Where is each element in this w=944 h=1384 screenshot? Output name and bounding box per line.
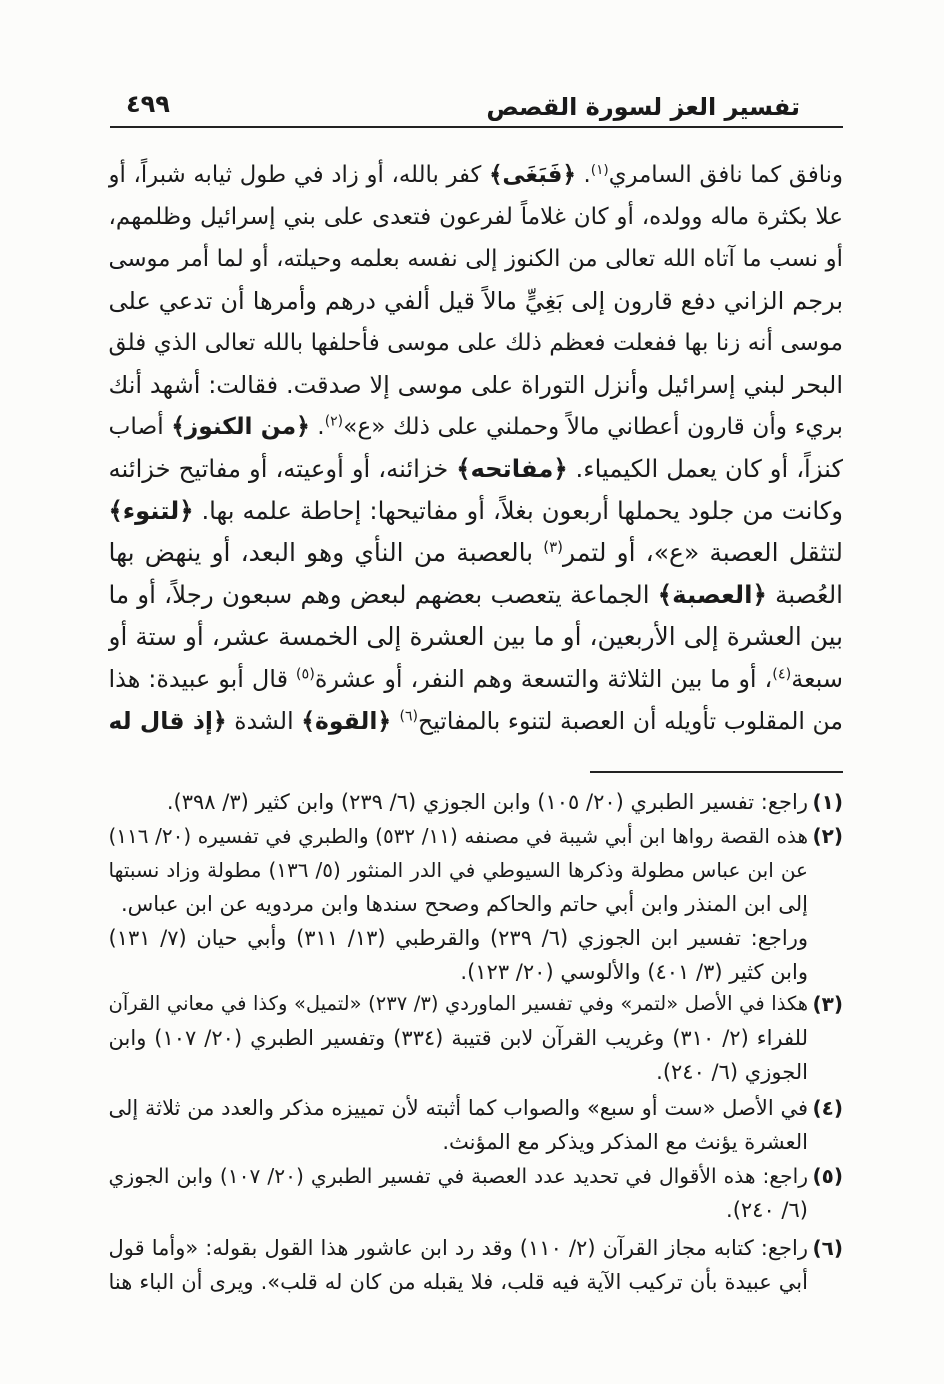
line-content [108, 580, 843, 609]
text-run: علا بكثرة ماله وولده، أو كان غلاماً لفرعون فتعدى على بني إسرائيل وظلمهم، [108, 204, 843, 230]
footnote-text [108, 1159, 808, 1227]
line-content [109, 246, 844, 272]
footnote-line [108, 785, 808, 819]
text-line [108, 280, 843, 322]
footnote-line-content: راجع: تفسير الطبري (٢٠/ ١٠٥) وابن الجوزي (٦/ ٢٣٩) وابن كثير (٣/ ٣٩٨). [166, 790, 808, 814]
text-run: كنزاً، أو كان يعمل الكيمياء. [567, 454, 843, 483]
line-content [109, 622, 844, 651]
text-run: بالعصبة من النأي وهو البعد، أو ينهض بها [108, 538, 544, 567]
text-run: خزائنه، أو أوعيته، أو مفاتيح خزائنه [108, 454, 457, 483]
text-line [108, 532, 843, 574]
text-run: كفر بالله، أو زاد في طول ثيابه شبراً، أو [108, 162, 490, 188]
footnote-ref: (٤) [772, 666, 792, 683]
text-run: العُصبة [766, 580, 843, 609]
quran-term: ﴿من الكنوز﴾ [171, 413, 310, 440]
text-run: موسى أنه زنا بها ففعلت فعظم ذلك على موسى فأحلفها بالله تعالى الذي فلق [108, 330, 843, 356]
footnote-line-content: راجع: هذه الأقوال في تحديد عدد العصبة في تفسير الطبري (٢٠/ ١٠٧) وابن الجوزي [108, 1164, 808, 1188]
quran-term: ﴿إذ قال له [108, 707, 227, 735]
footnote-line [108, 1265, 808, 1299]
text-line [108, 238, 843, 280]
line-content [109, 538, 844, 567]
footnote-line-content: (٦/ ٢٤٠). [726, 1198, 808, 1222]
footnote-ref: (٦) [399, 708, 419, 725]
line-content [109, 371, 844, 399]
text-run: بريء وأن قارون أعطاني مالاً وحملني على ذلك «ع» [343, 413, 843, 440]
line-content [108, 162, 843, 188]
text-run: لتثقل العصبة «ع»، أو لتمر [563, 538, 843, 567]
footnote-number: (٥) [812, 1164, 843, 1188]
text-run: سبعة [791, 665, 843, 693]
footnote-text [108, 987, 808, 1089]
text-line [108, 574, 843, 616]
quran-term: ﴿لتنوء﴾ [108, 496, 194, 525]
footnote-line-content: العشرة يؤنث مع المذكر ويذكر مع المؤنث. [442, 1130, 808, 1154]
footnote-text [108, 1231, 808, 1299]
header-rule [110, 126, 843, 128]
footnote-line-content: هكذا في الأصل «لتمر» وفي تفسير الماوردي (٣/ ٢٣٧) «لتميل» وكذا في معاني القرآن [108, 992, 808, 1015]
line-content [109, 287, 844, 315]
text-run: من المقلوب تأويله أن العصبة لتنوء بالمفاتيح [418, 707, 843, 735]
footnote-line [108, 1125, 808, 1159]
line-content [109, 204, 844, 230]
footnote-line-content: عن ابن عباس مطولة وذكرها السيوطي في الدر المنثور (٥/ ١٣٦) مطولة وزاد نسبتها [108, 858, 808, 882]
footnote-line-content: هذه القصة رواها ابن أبي شيبة في مصنفه (١١/ ٥٣٢) والطبري في تفسيره (٢٠/ ١١٦) [108, 824, 808, 848]
running-title: تفسير العز لسورة القصص [486, 93, 800, 121]
footnote-line-content: وابن كثير (٣/ ٤٠١) والألوسي (٢٠/ ١٢٣). [460, 960, 808, 984]
main-text [108, 154, 843, 742]
footnote-line [108, 887, 808, 921]
quran-term: ﴿العصبة﴾ [657, 580, 767, 609]
footnote-line [108, 1193, 808, 1227]
footnote-number: (٢) [812, 824, 843, 848]
text-line [108, 700, 843, 742]
line-content [108, 665, 843, 693]
text-line [108, 322, 843, 364]
text-line [108, 490, 843, 532]
footnote-line [108, 921, 808, 955]
footnote-number: (١) [812, 790, 843, 814]
text-line [108, 448, 843, 490]
text-run: ونافق كما نافق السامري [608, 162, 843, 188]
text-run: قال أبو عبيدة: هذا [108, 665, 296, 693]
footnote-line-content: إلى ابن المنذر وابن أبي حاتم والحاكم وصحح سندها وابن مردويه عن ابن عباس. [120, 892, 808, 916]
text-line [108, 154, 843, 196]
quran-term: ﴿فَبَغَى﴾ [489, 162, 576, 188]
line-content [109, 413, 844, 440]
line-content [109, 496, 844, 525]
page-number: ٤٩٩ [126, 90, 170, 118]
text-run: أصاب [108, 413, 172, 440]
footnote-separator [590, 771, 843, 773]
text-run: الشدة [226, 707, 302, 735]
footnote-ref: (٢) [324, 413, 344, 430]
text-run: بين العشرة إلى الأربعين، أو ما بين العشرة إلى الخمسة عشر، أو ستة أو [108, 622, 843, 651]
footnote-line-content: في الأصل «ست أو سبع» والصواب كما أثبته لأن تمييزه مذكر والعدد من ثلاثة إلى [108, 1096, 808, 1120]
text-line [108, 616, 843, 658]
text-run: أو نسب ما آتاه الله تعالى من الكنوز إلى نفسه بعلمه وحيلته، أو لما أمر موسى [108, 246, 843, 272]
footnote-number: (٦) [812, 1236, 843, 1260]
text-run: ، أو ما بين الثلاثة والتسعة وهم النفر، أو عشرة [314, 665, 773, 693]
footnote-line [108, 955, 808, 989]
footnote-line [108, 853, 808, 887]
footnote-ref: (٣) [543, 538, 564, 556]
footnote-number: (٤) [812, 1096, 843, 1120]
text-run: . [309, 413, 325, 440]
text-run: البحر لبني إسرائيل وأنزل التوراة على موسى إلا صدقت. فقالت: أشهد أنك [108, 371, 843, 399]
text-line [108, 364, 843, 406]
footnote-line [108, 1021, 808, 1055]
line-content [109, 707, 843, 735]
footnote-line-content: راجع: كتابه مجاز القرآن (٢/ ١١٠) وقد رد ابن عاشور هذا القول بقوله: «وأما قول [108, 1236, 808, 1260]
text-run: . [575, 162, 591, 188]
footnote-line [108, 987, 808, 1021]
quran-term: ﴿القوة﴾ [301, 707, 400, 735]
footnote-line [108, 1231, 808, 1265]
text-line [108, 658, 843, 700]
footnote-text [108, 1091, 808, 1159]
text-run: وكانت من جلود يحملها أربعون بغلاً، أو مفاتيحها: إحاطة علمه بها. [193, 496, 843, 525]
footnote-text [108, 785, 808, 819]
footnote-line-content: للفراء (٢/ ٣١٠) وغريب القرآن لابن قتيبة (٣٣٤) وتفسير الطبري (٢٠/ ١٠٧) وابن [108, 1026, 808, 1050]
footnote-line [108, 1055, 808, 1089]
text-line [108, 406, 843, 448]
footnote-line-content: أبي عبيدة بأن تركيب الآية فيه قلب، فلا يقبله من كان له قلب». ويرى أن الباء هنا [108, 1270, 808, 1294]
footnote-ref: (١) [590, 161, 609, 178]
line-content [109, 454, 844, 483]
footnote-text [108, 819, 808, 989]
footnote-line-content: وراجع: تفسير ابن الجوزي (٦/ ٢٣٩) والقرطبي (١٣/ ٣١١) وأبي حيان (٧/ ١٣١) [108, 926, 808, 950]
text-run: برجم الزاني دفع قارون إلى بَغِيٍّ مالاً قيل ألفي درهم وأمرها أن تدعي على [108, 287, 843, 315]
footnote-line [108, 1091, 808, 1125]
footnote-line [108, 819, 808, 853]
footnote-line-content: الجوزي (٦/ ٢٤٠). [656, 1060, 808, 1084]
line-content [109, 330, 844, 356]
quran-term: ﴿مفاتحه﴾ [456, 454, 568, 483]
footnote-ref: (٥) [295, 666, 315, 683]
footnote-number: (٣) [812, 992, 843, 1016]
footnote-line [108, 1159, 808, 1193]
text-line [108, 196, 843, 238]
text-run: الجماعة يتعصب بعضهم لبعض وهم سبعون رجلاً، أو ما [108, 580, 658, 609]
